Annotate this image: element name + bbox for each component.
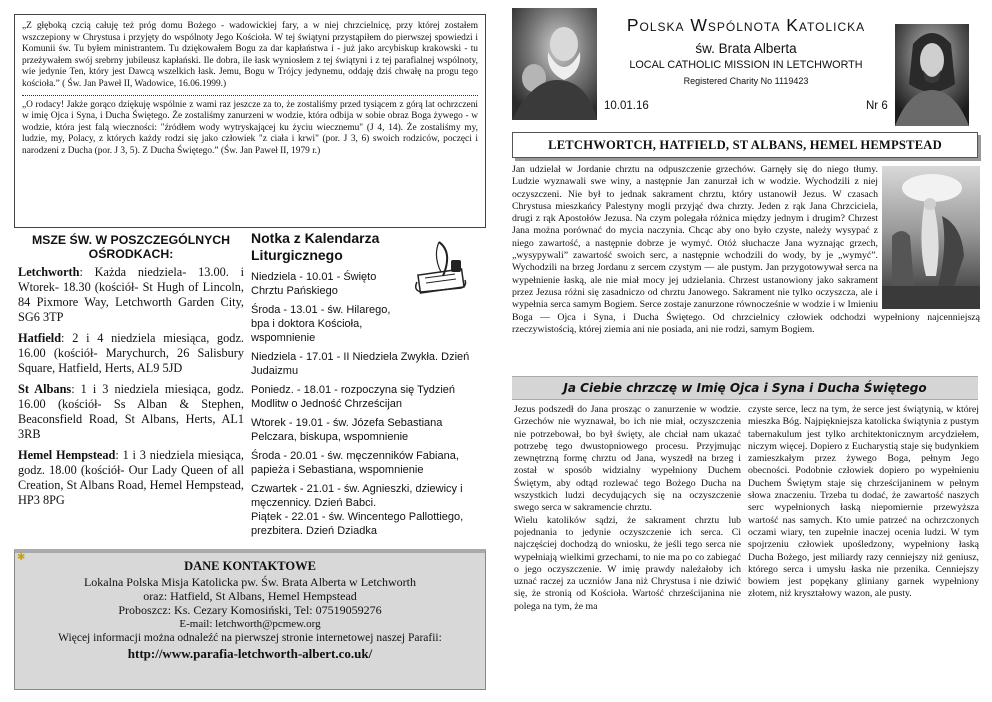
contact-line: Proboszcz: Ks. Cezary Komosiński, Tel: 07519059276 [118,603,382,617]
scroll-quill-icon [411,238,473,300]
newsletter-subtitle: św. Brata Alberta [695,41,797,56]
calendar-entry: Niedziela - 17.01 - II Niedziela Zwykła. Dzień Judaizmu [251,351,470,377]
issue-number: Nr 6 [866,100,888,112]
calendar-title: Notka z Kalendarza Liturgicznego [251,230,380,263]
mass-entry-hatfield [18,331,244,376]
mass-details: : 2 i 4 niedziela miesiąca, godz. 16.00 (kościół- Marychurch, 26 Salisbury Square, Hatfield, Herts, AL9 5JD [18,331,244,375]
contact-line: Więcej informacji można odnaleźć na pierwszej stronie internetowej naszej Parafii: [58,632,442,644]
mass-place: St Albans [18,382,72,396]
masses-title: MSZE ŚW. W POSZCZEGÓLNYCH OŚRODKACH: [31,233,231,261]
contact-email[interactable]: E-mail: letchworth@pcmew.org [179,618,321,630]
locations-banner: LETCHWORTCH, HATFIELD, ST ALBANS, HEMEL HEMPSTEAD [512,132,978,158]
saint-portrait-image [512,8,597,120]
contact-title: DANE KONTAKTOWE [184,559,316,573]
mass-place: Hemel Hempstead [18,448,116,462]
mass-entry-hemel-hempstead [18,448,244,508]
mass-details: : 1 i 3 niedziela miesiąca, godz. 16.00 (kościół- Ss Alban & Stephen, Beaconsfield Road, St Albans, Herts, AL1 3RB [18,382,244,441]
mass-place: Hatfield [18,331,62,345]
calendar-entry: Środa - 20.01 - św. męczenników Fabiana, papieża i Sebastiana, wspomnienie [251,450,459,476]
quote-box [14,14,486,228]
contact-line: Lokalna Polska Misja Katolicka pw. Św. Brata Alberta w Letchworth [83,575,417,589]
mass-details: : 1 i 3 niedziela miesiąca, godz. 18.00 (kościół- Our Lady Queen of all Creation, St Albans Road, Hemel Hempstead, HP3 8PG [18,448,244,507]
article-column-right: czyste serce, lecz na tym, że serce jest świątynią, w której mieszka Bóg. Najpiękniejsza katolicka świątynia z pustym tabernakulum jest tylko architektonicznym arcydziełem, niczym więcej. Dopiero z Eucharystią staje się budynkiem zamieszkałym przez żywego Boga, pełnym Jego obecności. Podobnie człowiek dopiero po wypełnieniu Duchem Świętym staje się chrześcijaninem w pełnym słowa znaczeniu. Trzeba tu dodać, że zawartość naszych serc wypełnionych łaską niepomiernie przewyższa wartość nas samych. Kto umie patrzeć na ochrzczonych oczami wiary, ten zupełnie inaczej ocenia ludzi. W tym spojrzeniu człowiek upośledzony, wypełniony łaską Ducha Bożego, jest miliardy razy cenniejszy niż geniusz, którego serca i umysłu łaska nie przenika. Cenniejszy bowiem jest popękany gliniany garnek wypełniony złotem, niż kryształowy wazon, ale pusty. [748,404,979,600]
contact-line: oraz: Hatfield, St Albans, Hemel Hempstead [143,589,357,603]
quote-paragraph-2: „O rodacy! Jakże gorąco dziękuję wspólnie z wami raz jeszcze za to, że zostaliśmy przed tysiącem z górą lat ochrzczeni w imię Ojca i Syna, i Ducha Świętego. Że zostaliśmy zanurzeni w wodzie, która odbija w sobie obraz Boga żywego - w wodzie, która jest falą wieczności: "źródłem wody wytryskającej ku życiu wiecznemu" (J 4, 14). Że zostaliśmy my, ludzie, my, Polacy, z których każdy rodzi się jako człowiek "z ciała i krwi" (por. J 3, 6) swoich rodziców, poczęci i narodzeni z Ducha (por. J 3, 5). Z Ducha Świętego.” (Św. Jan Paweł II, 1979 r.) [22,99,478,156]
mission-name: LOCAL CATHOLIC MISSION IN LETCHWORTH [629,59,863,71]
star-icon: ✱ [17,552,26,563]
article-intro [512,164,980,374]
mass-entry-letchworth [18,265,244,325]
calendar-entry: Niedziela - 10.01 - Święto Chrztu Pańskiego [251,271,377,297]
christ-portrait-image [895,24,969,126]
calendar-entry: Poniedz. - 18.01 - rozpoczyna się Tydzień Modlitw o Jedność Chrześcijan [251,384,456,410]
article-intro-text: Jan udzielał w Jordanie chrztu na odpuszczenie grzechów. Garnęły się do niego tłumy. Ludzie wyznawali swe winy, a następnie Jan zanurzał ich w wodzie. Wychodzili z niej oczyszczeni. Nie był to jednak sakrament chrztu, który ustanowił Jezus. W czasach Chrystusa mieszkańcy Palestyny mogli przyjąć dwa chrzty. Jeden z rąk Jana Chrzciciela, drugi z rąk Apostołów Jezusa. Na czym polegała różnica między jednym i drugim? Chrzest Jana można porównać do mycia naczynia. Chcąc aby ono było czyste, należy wysypać z niego zawartość, a następnie dobrze je wymyć. Otóż słuchacze Jana wyznając grzech, „wysypywali” zawartość swoich serc, a następnie wchodzili do wody, by je „wymyć”. Wychodzili na brzeg Jordanu z sercem czystym — ale pustym. Jan przygotowywał serca na wypełnienie łaską, ale nie miał mocy jej udzielania. Chrzest ustanowiony jako sakrament przez Jezusa różni się zasadniczo od chrztu Janowego. Sakrament nie tylko oczyszcza, ale i wypełnia serca samym Bogiem. Serce zostaje zanurzone równocześnie w wodzie i w Imieniu Boga — Ojca i Syna, i Ducha Świętego. Od chrzcielnicy człowiek odchodzi wypełniony najcenniejszą rzeczywistością, której ziemia ani nie posiada, ani nie rodzi, samym Bogiem. [512,164,980,335]
mass-place: Letchworth [18,265,80,279]
issue-date: 10.01.16 [604,100,649,112]
newsletter-title: Polska Wspólnota Katolicka [626,15,866,35]
mass-details: : Każda niedziela- 13.00. i Wtorek- 18.30 (kościół- St Hugh of Lincoln, 84 Pixmore Way, Letchworth Garden City, SG6 3TP [18,265,244,324]
contact-box [14,549,486,690]
article-column-left: Jezus podszedł do Jana prosząc o zanurzenie w wodzie. Grzechów nie wyznawał, bo ich nie miał, oczyszczenia nie potrzebował, bo był święty, ale chciał nam ukazać potrzebę tego dwustopniowego procesu. Przyjmując zewnętrzną formę chrztu od Jana, wyszedł na brzeg i został w sposób widzialny wypełniony Duchem Świętym, aby odtąd rozlewać tego Bożego Ducha na wszystkich ludzi decydujących się na oczyszczenie swego serca w sakramencie chrztu. Wielu katolików sądzi, że sakrament chrztu lub pojednania to jedynie oczyszczenie ich serca. Ci najczęściej dochodzą do wniosku, że jeśli tego serca nie wypełniają wielkimi grzechami, to nie ma po co zabiegać o jego oczyszczenie. W imię prawdy należałoby ich uznać raczej za uczniów Jana niż Chrystusa i nie dziwić się, że stronią od Kościoła. Wartość chrześcijanina nie polega na tym, że ma [514,404,741,612]
charity-number: Registered Charity No 1119423 [683,76,809,86]
calendar-entry: Środa - 13.01 - św. Hilarego, bpa i doktora Kościoła, wspomnienie [251,304,391,344]
calendar-entry: Czwartek - 21.01 - św. Agnieszki, dziewicy i męczennicy. Dzień Babci. [251,483,463,509]
calendar-entry: Wtorek - 19.01 - św. Józefa Sebastiana Pelczara, biskupa, wspomnienie [251,417,443,443]
baptism-painting-image [882,166,980,309]
article-subtitle: Ja Ciebie chrzczę w Imię Ojca i Syna i Ducha Świętego [512,376,978,400]
calendar-entry: Piątek - 22.01 - św. Wincentego Pallottiego, prezbitera. Dzień Dziadka [251,511,464,537]
dotted-divider [22,95,478,96]
mass-entry-st-albans [18,382,244,442]
website-link[interactable]: http://www.parafia-letchworth-albert.co.uk/ [127,646,373,661]
quote-paragraph-1: „Z głęboką czcią całuję też próg domu Bożego - wadowickiej fary, a w niej chrzcielnicę, przy której zostałem wszczepiony w Chrystusa i przyjęty do wspólnoty Jego Kościoła. W tej świątyni przystąpiłem do pierwszej spowiedzi i Komunii św. Tu byłem ministrantem. Tu dziękowałem Bogu za dar kapłaństwa i - już jako arcybiskup krakowski - tu przeżywałem swój srebrny jubileusz kapłański. Ile dobra, ile łask wyniosłem z tej świątyni i z tej parafialnej wspólnoty, wie jedynie Ten, który jest Dawcą wszelkich łask. Jemu, Bogu w Trójcy jedynemu, oddaję dziś chwałę na progu tego kościoła.” ( Św. Jan Paweł II, Wadowice, 16.06.1999.) [22,21,478,89]
